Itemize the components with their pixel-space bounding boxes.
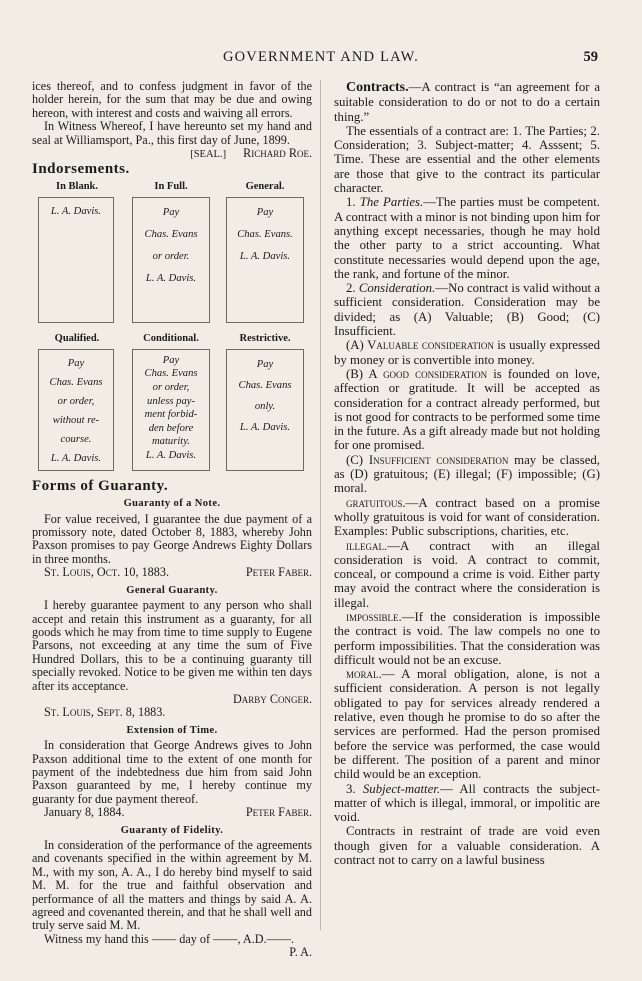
- guaranty-of-fidelity-initials: P. A.: [289, 945, 312, 960]
- indorsement-line: Chas. Evans: [144, 368, 198, 380]
- indorsement-line: or order.: [152, 250, 190, 262]
- parties-label: The Parties.: [359, 195, 424, 210]
- indorsement-line: Chas. Evans: [49, 376, 103, 388]
- moral-paragraph: [334, 667, 600, 781]
- indorsement-line: Chas. Evans.: [237, 228, 293, 240]
- insufficient-consideration-label: Insufficient consideration: [368, 452, 509, 467]
- good-consideration-label: good consideration: [383, 366, 488, 381]
- indorsement-line: Pay: [67, 357, 85, 369]
- subject-matter-paragraph: 3. Subject-matter.— All contracts the subject-matter of which is illegal, immoral, or impolitic are void.: [334, 781, 601, 825]
- indorsement-title: General.: [245, 180, 285, 192]
- good-consideration-paragraph: (B) A good consideration is founded on love, affection or gratitude. It will be accepted as consideration for a contract already performed, but is not good for contracts to be performed some time in the future. As a gift already made but not holding for one promised.: [334, 366, 600, 453]
- indorsement-title: Restrictive.: [239, 332, 291, 344]
- good-consideration-text: is founded on love, affection or gratitude. It will be accepted as consideration for a contract already performed, but is not good for contracts to be performed some time in the future. As a gift already made but not holding for one promised.: [334, 366, 600, 453]
- note-signature-line: [32, 147, 312, 161]
- indorsement-line: L. A. Davis.: [145, 272, 197, 284]
- contracts-definition-text: —A contract is “an agreement for a suitable consideration to do or not to do a certain thing.”: [334, 80, 600, 124]
- column-divider: [320, 80, 321, 930]
- parties-paragraph: 1. The Parties.—The parties must be competent. A contract with a minor is not binding upon him for anything except necessaries, though he may hold the other party to a strict accounting. What constitute necessaries would depend upon the age, the rank, and fortune of the minor.: [334, 195, 601, 281]
- parties-text: —The parties must be competent. A contract with a minor is not binding upon him for anything except necessaries, though he may hold the other party to a strict accounting. What constitute necessaries would depend upon the age, the rank, and fortune of the minor.: [334, 195, 601, 281]
- seal-mark: [SEAL.]: [190, 149, 227, 161]
- indorsement-box-general: [226, 197, 304, 323]
- indorsement-line: L. A. Davis.: [50, 205, 102, 217]
- indorsement-box-conditional: [132, 349, 210, 471]
- subject-matter-text: — All contracts the subject-matter of which is illegal, immoral, or impolitic are void.: [334, 781, 601, 825]
- extension-of-time-date: January 8, 1884.: [44, 805, 125, 820]
- witness-statement: In Witness Whereof, I have hereunto set my hand and seal at Williamsport, Pa., this first day of June, 1899.: [32, 119, 312, 147]
- indorsement-line: maturity.: [152, 436, 190, 448]
- impossible-paragraph: [334, 610, 600, 667]
- impossible-text: —If the consideration is impossible the contract is void. The law compels no one to perform impossibilities. That the consideration was difficult would not be an excuse.: [334, 609, 600, 667]
- indorsements-heading: Indorsements.: [32, 161, 130, 178]
- moral-label: moral.: [346, 667, 382, 682]
- indorsement-line: Pay: [162, 354, 180, 366]
- restraint-of-trade-paragraph: Contracts in restraint of trade are void even though given for a valuable consideration. A contract not to carry on a lawful business: [334, 824, 600, 868]
- insufficient-consideration-paragraph: (C) Insufficient consideration may be classed, as (D) gratuitous; (E) illegal; (F) impossible; (G) moral.: [334, 452, 600, 496]
- guaranty-of-note-signature: [32, 566, 312, 579]
- guaranty-of-fidelity-witness: Witness my hand this —— day of ——, A.D.——.: [44, 931, 295, 946]
- indorsement-line: or order,: [152, 382, 190, 394]
- indorsement-line: ment forbid-: [144, 409, 198, 421]
- indorsement-line: den before: [148, 422, 194, 434]
- indorsement-examples: [32, 180, 312, 476]
- indorsement-line: Pay: [256, 358, 274, 370]
- indorsement-line: only.: [254, 400, 276, 412]
- guaranty-of-fidelity-text: In consideration of the performance of the agreements and covenants specified in the within agreement by M. M., with my son, A. A., I do hereby bind myself to said M. M. for the true and faithful observation and performance of all the matters and things by said A. A. agreed and covenanted therein, and that he shall well and truly serve said M. M.: [32, 838, 312, 933]
- general-guaranty-signer: Darby Conger.: [232, 691, 312, 706]
- illegal-label: illegal.: [346, 538, 388, 553]
- valuable-consideration-text: is usually expressed by money or is convertible into money.: [334, 338, 601, 367]
- indorsement-line: Chas. Evans: [144, 228, 198, 240]
- indorsement-line: course.: [60, 433, 92, 445]
- forms-of-guaranty-heading: Forms of Guaranty.: [32, 477, 169, 494]
- indorsement-box-in-full: [132, 197, 210, 323]
- subject-matter-label: Subject-matter.: [362, 781, 441, 796]
- insufficient-consideration-text: may be classed, as (D) gratuitous; (E) illegal; (F) impossible; (G) moral.: [334, 452, 600, 496]
- indorsement-line: Chas. Evans: [238, 379, 292, 391]
- indorsement-line: without re-: [52, 414, 100, 426]
- page-number: 59: [583, 49, 598, 65]
- indorsement-box-in-blank: [38, 197, 114, 323]
- right-column: [334, 80, 600, 867]
- promissory-note-continuation: ices thereof, and to confess judgment in favor of the holder herein, for the sum that may be due and owing hereon, with interest and costs and waiving all errors.: [32, 79, 312, 120]
- left-column: [32, 80, 312, 960]
- indorsement-line: L. A. Davis.: [239, 250, 291, 262]
- contracts-definition: [334, 80, 600, 124]
- guaranty-of-note-text: For value received, I guarantee the due payment of a promissory note, dated October 8, 1883, whereby John Paxson promises to pay George Andrews Eighty Dollars in three months.: [32, 511, 312, 566]
- indorsement-box-qualified: [38, 349, 114, 471]
- essentials-paragraph: The essentials of a contract are: 1. The Parties; 2. Consideration; 3. Subject-matter; 4. Asssent; 5. Time. These are essential and the other elements are those that give to the contract its particular character.: [334, 123, 600, 196]
- running-header-title: GOVERNMENT AND LAW.: [222, 49, 420, 65]
- valuable-consideration-paragraph: (A) Valuable consideration is usually expressed by money or is convertible into money.: [334, 338, 601, 367]
- extension-of-time-signer: Peter Faber.: [245, 805, 312, 820]
- indorsement-line: L. A. Davis.: [239, 421, 291, 433]
- moral-text: — A moral obligation, alone, is not a sufficient consideration. A person is not legally obligated to pay for services already rendered a relative, even though he promise to do so after the services are performed. Had the person promised before the service was performed, the case would be different. The position of a parent and minor child would be an exception.: [334, 667, 600, 782]
- guaranty-of-fidelity-heading: Guaranty of Fidelity.: [120, 824, 224, 836]
- general-guaranty-place: St. Louis, Sept. 8, 1883.: [44, 705, 166, 720]
- indorsement-title: In Full.: [154, 180, 188, 192]
- running-header: [0, 49, 642, 69]
- indorsement-title: Conditional.: [143, 332, 199, 344]
- indorsement-line: Pay: [256, 206, 274, 218]
- indorsement-title: Qualified.: [54, 332, 100, 344]
- guaranty-of-note-heading: Guaranty of a Note.: [123, 498, 221, 510]
- extension-of-time-signature: [32, 806, 312, 819]
- extension-of-time-heading: Extension of Time.: [126, 724, 218, 736]
- indorsement-line: Pay: [162, 206, 180, 218]
- valuable-consideration-label: Valuable consideration: [367, 338, 494, 353]
- gratuitous-label: gratuitous.: [346, 495, 406, 510]
- general-guaranty-heading: General Guaranty.: [126, 584, 218, 596]
- consideration-text: —No contract is valid without a sufficient consideration. Consideration may be divided; as (A) Valuable; (B) Good; (C) Insufficient.: [334, 281, 600, 339]
- guaranty-of-note-place: St. Louis, Oct. 10, 1883.: [44, 565, 170, 580]
- guaranty-of-note-signer: Peter Faber.: [245, 565, 312, 580]
- note-signer: Richard Roe.: [243, 146, 312, 161]
- consideration-paragraph: 2. Consideration.—No contract is valid without a sufficient consideration. Consideration may be divided; as (A) Valuable; (B) Good; (C) Insufficient.: [334, 281, 600, 339]
- extension-of-time-text: In consideration that George Andrews gives to John Paxson additional time to the extent of one month for payment of the indebtedness due him from said John Paxson guaranteed by me, I hereby continue my guaranty for due payment thereof.: [32, 738, 312, 806]
- indorsement-line: or order,: [57, 395, 95, 407]
- impossible-label: impossible.: [346, 609, 402, 624]
- general-guaranty-signature: [32, 693, 312, 706]
- illegal-text: —A contract with an illegal consideration is void. A contract to commit, conceal, or compound a crime is void. Either party may avoid the contract where the consideration is illegal.: [334, 538, 600, 610]
- indorsement-box-restrictive: [226, 349, 304, 471]
- indorsement-title: In Blank.: [55, 180, 99, 192]
- indorsement-line: L. A. Davis.: [50, 452, 102, 464]
- indorsement-line: L. A. Davis.: [145, 450, 197, 461]
- gratuitous-paragraph: [334, 496, 600, 539]
- contracts-heading: Contracts.: [346, 80, 409, 95]
- gratuitous-text: —A contract based on a promise wholly gratuitous is void for want of consideration. Examples: Public subscriptions, charities, etc.: [334, 495, 600, 539]
- indorsement-line: unless pay-: [147, 395, 195, 407]
- illegal-paragraph: [334, 539, 600, 610]
- general-guaranty-text: I hereby guarantee payment to any person who shall accept and retain this instrument as a guaranty, for all goods which he may from time to time supply to Eugene Parsons, not exceeding at any time the sum of Five Hundred Dollars, this to be a continuing guaranty till specially revoked. Notice to be given me within ten days after its acceptance.: [32, 598, 312, 693]
- consideration-label: Consideration.: [358, 281, 436, 296]
